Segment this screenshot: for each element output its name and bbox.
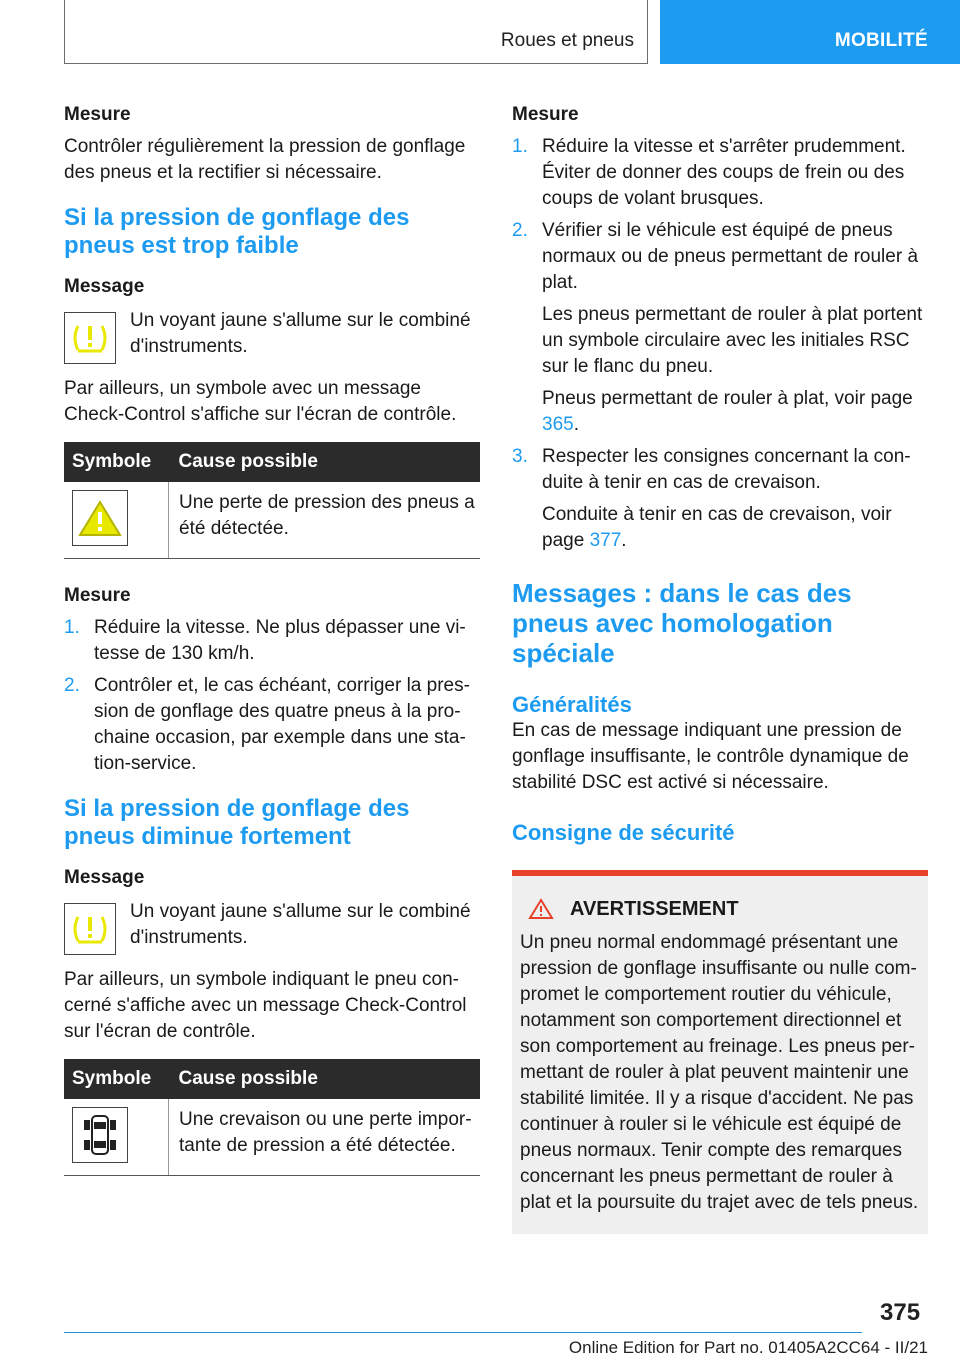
step-text: Respecter les consignes concernant la con‐duite à tenir en cas de crevaison. [542,446,911,493]
warning-triangle-icon [72,490,128,546]
message-text: Un voyant jaune s'allume sur le combiné d'instruments. [130,310,471,357]
message-row [64,308,480,364]
warning-triangle-icon [528,898,554,920]
list-item [64,615,480,667]
mesure-label: Mesure [64,585,131,606]
table-row [64,1099,480,1176]
tire-pressure-warning-icon [64,903,116,955]
punctuation: . [573,414,579,435]
step-text: Contrôler et, le cas échéant, corriger la pres‐sion de gonflage des quatre pneus à la pro‐chaine occasion, par exemple dans une sta‐tion-service. [94,675,470,774]
tire-pressure-warning-icon [64,312,116,364]
paragraph: Par ailleurs, un symbole avec un message Check-Control s'affiche sur l'écran de contrôle. [64,378,457,425]
mesure-text: Contrôler régulièrement la pression de gonflage des pneus et la rectifier si nécessaire. [64,136,466,183]
step-number: 2. [512,220,528,241]
page-number: 375 [880,1299,921,1326]
step-text: Réduire la vitesse et s'arrêter prudemment. Éviter de donner des coups de frein ou des coups de volant brusques. [542,136,906,209]
section-heading-strong-loss: Si la pression de gonflage des pneus diminue fortement [64,795,410,850]
step-number: 2. [64,675,80,696]
col-symbol-header: Symbole [64,1059,169,1099]
message-text: Un voyant jaune s'allume sur le combiné d'instruments. [130,901,471,948]
mesure-label: Mesure [64,104,131,125]
list-item [64,673,480,777]
punctuation: . [621,530,627,551]
section-title: Roues et pneus [500,30,634,51]
subheading-safety: Consigne de sécurité [512,820,735,845]
footer-edition: Online Edition for Part no. 01405A2CC64 - II/21 [568,1338,928,1357]
steps-list [64,615,480,777]
step-number: 1. [64,617,80,638]
message-label: Message [64,276,145,297]
mesure-label: Mesure [512,104,579,125]
page-link-365[interactable]: 365 [542,414,574,435]
reference-text: Conduite à tenir en cas de crevaison, voir page [542,504,892,551]
message-label: Message [64,867,145,888]
warning-text: Un pneu normal endommagé présentant une pression de gonflage insuffisante ou nulle com‐promet le comportement routier du véhicule, notamment son comportement directionnel et son comportement au freinage. Les pneus per‐mettant de rouler à plat peuvent maintenir une stabilité limitée. Il y a risque d'accident. Ne pas continuer à rouler si le véhicule est équipé de pneus normaux. Tenir compte des remarques concernant les pneus permettant de rouler à plat et la poursuite du trajet avec de tels pneus. [520,932,919,1213]
symbol-table [64,1059,480,1176]
right-column [512,102,928,1234]
left-column [64,102,480,1176]
cause-cell: Une perte de pression des pneus a été détectée. [169,482,481,559]
step-reference [542,386,928,438]
chapter-tab: MOBILITÉ [660,0,960,64]
section-heading-special-tires: Messages : dans le cas des pneus avec homologation spéciale [512,578,852,668]
col-cause-header: Cause possible [169,1059,481,1099]
cause-cell: Une crevaison ou une perte impor‐tante de pression a été détectée. [169,1099,481,1176]
page-link-377[interactable]: 377 [589,530,622,551]
warning-box [512,870,928,1234]
footer-divider [64,1332,862,1333]
step-text: Les pneus permettant de rouler à plat portent un symbole circulaire avec les initiales RSC sur le flanc du pneu. [542,304,923,377]
list-item [512,218,928,438]
col-cause-header: Cause possible [169,442,481,482]
paragraph: Par ailleurs, un symbole indiquant le pneu con‐cerné s'affiche avec un message Check-Control sur l'écran de contrôle. [64,969,467,1042]
reference-text: Pneus permettant de rouler à plat, voir page [542,388,913,409]
list-item [512,134,928,212]
step-text: Réduire la vitesse. Ne plus dépasser une vi‐tesse de 130 km/h. [94,617,466,664]
step-text: Vérifier si le véhicule est équipé de pneus normaux ou de pneus permettant de rouler à plat. [542,220,919,293]
col-symbol-header: Symbole [64,442,169,482]
message-row [64,899,480,955]
section-heading-low-pressure: Si la pression de gonflage des pneus est trop faible [64,204,410,259]
list-item [512,444,928,554]
symbol-table [64,442,480,559]
subheading-general: Généralités [512,692,632,717]
warning-title: AVERTISSEMENT [570,898,739,920]
step-number: 3. [512,446,528,467]
table-row [64,482,480,559]
general-text: En cas de message indiquant une pression de gonflage insuffisante, le contrôle dynamique de stabilité DSC est activé si nécessaire. [512,720,909,793]
steps-list [512,134,928,554]
step-reference [542,502,928,554]
car-tire-position-icon [72,1107,128,1163]
step-number: 1. [512,136,528,157]
